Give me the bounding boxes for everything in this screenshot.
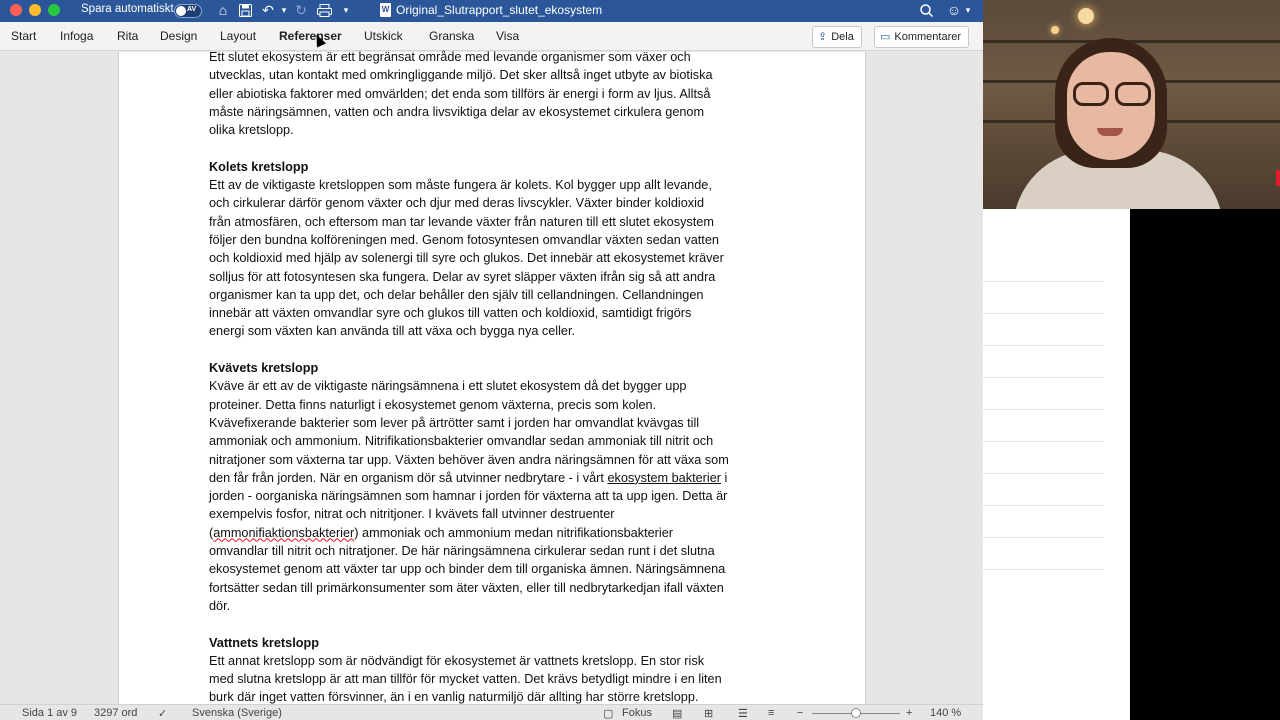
text-line: måste näringsämnen, vatten och andra livsviktiga delar av ekosystemet cirkulera genom xyxy=(209,104,705,119)
glasses-lens xyxy=(1073,82,1109,106)
section-heading-kvavets: Kvävets kretslopp xyxy=(209,361,319,376)
text-line: Kväve är ett av de viktigaste näringsämnena i ett slutet ekosystem då det bygger upp xyxy=(209,379,687,394)
preview-line xyxy=(983,377,1103,378)
preview-line xyxy=(983,537,1103,538)
print-layout-icon[interactable]: ▤ xyxy=(672,708,683,720)
spelling-error-word[interactable]: ammonifiaktionsbakterier xyxy=(213,525,355,540)
page-count[interactable]: Sida 1 av 9 xyxy=(22,707,78,719)
person-mouth xyxy=(1097,128,1123,136)
person-glasses xyxy=(1069,82,1153,108)
text-run: den får från jorden. När en organism dör så utvinner nedbrytare - i vårt xyxy=(209,470,608,485)
paragraph-gap xyxy=(209,341,789,359)
text-line xyxy=(209,524,789,542)
title-bar xyxy=(0,0,983,22)
autosave-label: Spara automatiskt xyxy=(81,3,174,15)
document-title: Original_Slutrapport_slutet_ekosystem xyxy=(396,3,603,17)
text-line: ekosystemet genom att växter tar upp och binder dem till organiska ämnen. Näringsämnena xyxy=(209,562,726,577)
text-line xyxy=(209,469,789,487)
document-page[interactable] xyxy=(118,52,866,704)
comment-icon: ▭ xyxy=(880,31,891,43)
toggle-knob xyxy=(176,6,186,16)
tab-start[interactable]: Start xyxy=(11,29,37,43)
share-icon: ⇪ xyxy=(818,31,828,43)
status-bar xyxy=(0,704,983,720)
text-line: energi som växten kan använda till att växa och bygga nya celler. xyxy=(209,324,576,339)
preview-line xyxy=(983,569,1103,570)
maximize-window-button[interactable] xyxy=(48,4,60,16)
text-line: dör. xyxy=(209,598,231,613)
proofing-icon[interactable]: ✓ xyxy=(158,708,168,720)
second-document-preview xyxy=(983,209,1130,720)
tab-layout[interactable]: Layout xyxy=(220,29,257,43)
text-line: eller abiotiska faktorer med omvärlden; det enda som tillförs är energi i form av ljus. Alltså xyxy=(209,86,711,101)
tab-referenser[interactable]: Referenser xyxy=(279,29,342,43)
text-run: ( xyxy=(209,525,214,540)
document-canvas[interactable] xyxy=(0,52,983,704)
text-line: solljus för att fotosyntesen ska fungera. Delar av syret släpper växten ifrån sig så att andra xyxy=(209,269,716,284)
text-line: Kvävefixerande bakterier som lever på ärtrötter samt i jorden har omvandlat kvävgas till xyxy=(209,415,700,430)
text-line: och cirkulerar därför genom växter och djur med deras livscykler. Växter binder koldioxid xyxy=(209,196,705,211)
red-edge-marker xyxy=(1276,170,1280,186)
text-line: Ett slutet ekosystem är ett begränsat område med levande organismer som växer och xyxy=(209,50,691,64)
tab-rita[interactable]: Rita xyxy=(117,29,139,43)
web-layout-icon[interactable]: ⊞ xyxy=(704,708,714,720)
share-button[interactable] xyxy=(812,26,862,48)
autosave-toggle[interactable] xyxy=(174,4,202,18)
text-line: organismer kan ta upp det, och delar behåller den själv till cellandningen. Cellandningen xyxy=(209,287,704,302)
text-line: med slutna kretslopp är att man tillför för mycket vatten. Det krävs betydligt mindre i en liten xyxy=(209,672,722,687)
document-body[interactable] xyxy=(209,48,789,707)
text-line: Ett annat kretslopp som är nödvändigt för ekosystemet är vattnets kretslopp. En stor risk xyxy=(209,653,705,668)
text-line: Ett av de viktigaste kretsloppen som måste fungera är kolets. Kol bygger upp allt levande, xyxy=(209,178,712,193)
customize-toolbar-icon[interactable]: ▾ xyxy=(343,5,349,15)
word-count[interactable]: 3297 ord xyxy=(94,707,138,719)
text-run: ) ammoniak och ammonium medan nitrifikationsbakterier xyxy=(354,525,673,540)
preview-line xyxy=(983,345,1103,346)
tab-infoga[interactable]: Infoga xyxy=(60,29,94,43)
text-line: ammoniak och ammonium. Nitrifikationsbakterier omvandlar sedan ammoniak till nitrit och xyxy=(209,434,714,449)
chevron-down-icon[interactable]: ▾ xyxy=(965,5,971,15)
chandelier-light xyxy=(1078,8,1094,24)
text-line: proteiner. Detta finns naturligt i ekosystemet genom växterna, precis som kolen. xyxy=(209,397,657,412)
text-line: innebär att växten omvandlar syre och glukos till vatten och koldioxid, samtidigt frigörs xyxy=(209,306,692,321)
search-icon[interactable] xyxy=(918,1,934,19)
tab-granska[interactable]: Granska xyxy=(429,29,475,43)
underlined-phrase[interactable]: ekosystem bakterier xyxy=(607,470,721,485)
text-line: utvecklas, utan kontakt med omkringliggande miljö. Det sker alltså inget utbyte av biotiska xyxy=(209,68,713,83)
autosave-state: AV xyxy=(187,6,197,13)
print-icon[interactable] xyxy=(316,1,332,19)
webcam-video xyxy=(983,0,1280,209)
tab-utskick[interactable]: Utskick xyxy=(364,29,403,43)
zoom-level[interactable]: 140 % xyxy=(930,707,962,719)
draft-icon[interactable]: ≡ xyxy=(768,707,775,719)
comments-label: Kommentarer xyxy=(894,31,962,43)
text-line: exempelvis fosfor, nitrat och nitritjoner. I kvävets fall utvinner destruenter xyxy=(209,507,615,522)
text-line: och koldioxid med hjälp av solenergi till syre och glukos. Det innebär att ekosystemet kräver xyxy=(209,251,724,266)
outline-icon[interactable]: ☰ xyxy=(738,708,748,720)
text-line: fortsätter sedan till primärkonsumenter som äter växten, eller till nedbrytarkedjan ifall växten xyxy=(209,580,724,595)
section-heading-kolets: Kolets kretslopp xyxy=(209,159,309,174)
chevron-down-icon[interactable]: ▾ xyxy=(281,5,287,15)
word-document-icon: W xyxy=(380,3,391,17)
chandelier-light xyxy=(1051,26,1059,34)
tab-visa[interactable]: Visa xyxy=(496,29,520,43)
text-line: burk där inget vatten försvinner, än i en vanlig naturmiljö där allting har större kretslopp. xyxy=(209,690,699,705)
redo-icon[interactable]: ↻ xyxy=(295,2,307,18)
share-label: Dela xyxy=(831,31,854,43)
section-heading-vattnets: Vattnets kretslopp xyxy=(209,635,319,650)
text-line: olika kretslopp. xyxy=(209,123,294,138)
focus-label[interactable]: Fokus xyxy=(622,707,652,719)
smiley-feedback-icon[interactable]: ☺ xyxy=(946,2,962,18)
paragraph-gap xyxy=(209,139,789,157)
text-line: följer den bundna kolföreningen med. Genom fotosyntesen omvandlar växten sedan vatten xyxy=(209,232,719,247)
glasses-lens xyxy=(1115,82,1151,106)
black-area xyxy=(1130,209,1280,720)
home-icon[interactable]: ⌂ xyxy=(218,2,228,18)
save-icon[interactable] xyxy=(237,1,253,19)
text-line: nitratjoner som växterna tar upp. Växten behöver även andra näringsämnen för att växa som xyxy=(209,452,729,467)
ribbon xyxy=(0,22,983,51)
preview-line xyxy=(983,409,1103,410)
zoom-in-icon[interactable]: + xyxy=(906,707,913,719)
comments-button[interactable] xyxy=(874,26,969,48)
close-window-button[interactable] xyxy=(10,4,22,16)
preview-line xyxy=(983,505,1103,506)
preview-line xyxy=(983,473,1103,474)
text-line: omvandlar till nitrit och nitratjoner. De här näringsämnena cirkulerar sedan runt i det slutna xyxy=(209,544,715,559)
preview-line xyxy=(983,441,1103,442)
focus-icon[interactable]: ▢ xyxy=(603,708,614,720)
undo-icon[interactable]: ↶ xyxy=(262,2,274,18)
text-run: i xyxy=(720,470,728,485)
paragraph-gap xyxy=(209,615,789,633)
language[interactable]: Svenska (Sverige) xyxy=(192,707,282,719)
zoom-out-icon[interactable]: − xyxy=(797,707,804,719)
zoom-slider-handle[interactable] xyxy=(851,708,861,718)
text-line: från atmosfären, och eftersom man tar levande växter från naturen till ett slutet ekosystem xyxy=(209,214,714,229)
minimize-window-button[interactable] xyxy=(29,4,41,16)
text-line: jorden - oorganiska näringsämnen som hamnar i jorden för växterna att ta upp igen. Detta är xyxy=(209,489,728,504)
preview-line xyxy=(983,313,1103,314)
tab-design[interactable]: Design xyxy=(160,29,198,43)
preview-line xyxy=(983,281,1103,282)
